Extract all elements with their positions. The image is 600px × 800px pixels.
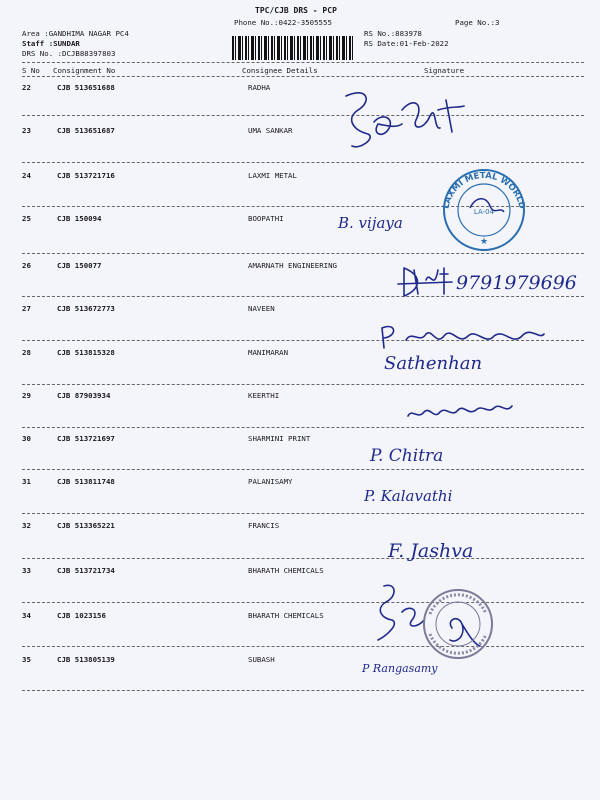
signature-scribble — [374, 117, 402, 134]
row-consignee: SHARMINI PRINT — [248, 434, 311, 443]
row-sno: 24 — [22, 171, 31, 180]
row-sno: 27 — [22, 304, 31, 313]
signature-scribble — [408, 406, 512, 416]
row-consignee: BHARATH CHEMICALS — [248, 611, 324, 620]
row-consignment: CJB 1023156 — [57, 611, 106, 620]
signature-row32: F. Jashva — [388, 540, 474, 562]
stamp-center: LA-04 — [473, 208, 495, 216]
signature-scribble — [382, 327, 544, 348]
row-sno: 33 — [22, 566, 31, 575]
signature-row25: B. vijaya — [338, 214, 403, 232]
company-stamp — [441, 170, 526, 250]
row-consignment: CJB 87903934 — [57, 391, 111, 400]
col-sno-header: S No — [22, 66, 40, 75]
row-consignment: CJB 513721716 — [57, 171, 115, 180]
col-consignee-header: Consignee Details — [242, 66, 318, 75]
row-consignment: CJB 513811748 — [57, 477, 115, 486]
row-sno: 34 — [22, 611, 31, 620]
row-consignee: NAVEEN — [248, 304, 275, 313]
row-sno: 25 — [22, 214, 31, 223]
signature-row28: Sathenhan — [384, 353, 483, 374]
signature-row30: P. Chitra — [370, 446, 444, 466]
row-consignment: CJB 513805139 — [57, 655, 115, 664]
company-stamp-2 — [424, 590, 492, 658]
row-consignment: CJB 513721697 — [57, 434, 115, 443]
row-sno: 26 — [22, 261, 31, 270]
col-signature-header: Signature — [424, 66, 465, 75]
row-consignment: CJB 513721734 — [57, 566, 115, 575]
row-sno: 35 — [22, 655, 31, 664]
row-consignment: CJB 513365221 — [57, 521, 115, 530]
row-consignment: CJB 513651688 — [57, 83, 115, 92]
row-consignment: CJB 513651687 — [57, 126, 115, 135]
row-consignee: FRANCIS — [248, 521, 280, 530]
row-consignee: BOOPATHI — [248, 214, 284, 223]
row-sno: 32 — [22, 521, 31, 530]
page-number: Page No.:3 — [455, 18, 500, 27]
signature-scribble — [346, 93, 370, 147]
row-sno: 29 — [22, 391, 31, 400]
phone-number: Phone No.:0422-3505555 — [234, 18, 332, 27]
area-label: Area :GANDHIMA NAGAR PC4 — [22, 29, 129, 38]
row-consignee: KEERTHI — [248, 391, 280, 400]
row-sno: 23 — [22, 126, 31, 135]
row-consignee: RADHA — [248, 83, 271, 92]
stamp-star: ★ — [479, 237, 489, 247]
signature-row26-phone: 9791979696 — [456, 272, 577, 294]
row-consignment: CJB 150094 — [57, 214, 102, 223]
rs-date: RS Date:01-Feb-2022 — [364, 39, 449, 48]
row-sno: 28 — [22, 348, 31, 357]
row-consignee: AMARNATH ENGINEERING — [248, 261, 337, 270]
row-consignment: CJB 513815328 — [57, 348, 115, 357]
row-consignee: PALANISAMY — [248, 477, 293, 486]
row-consignment: CJB 513672773 — [57, 304, 115, 313]
col-consignment-header: Consignment No — [53, 66, 116, 75]
row-consignee: LAXMI METAL — [248, 171, 297, 180]
signature-row35: P Rangasamy — [362, 662, 438, 675]
row-sno: 31 — [22, 477, 31, 486]
row-sno: 22 — [22, 83, 31, 92]
signature-scribble — [402, 608, 424, 626]
row-consignee: SUBASH — [248, 655, 275, 664]
signature-scribble — [438, 100, 464, 132]
row-consignee: UMA SANKAR — [248, 126, 293, 135]
signature-scribble — [450, 619, 480, 646]
document-title: TPC/CJB DRS - PCP — [255, 6, 337, 15]
signature-row31: P. Kalavathi — [364, 487, 453, 505]
drs-number: DRS No. :DCJB88397803 — [22, 49, 116, 58]
row-sno: 30 — [22, 434, 31, 443]
rs-number: RS No.:883978 — [364, 29, 422, 38]
stamp-text: LAXMI METAL WORLD — [441, 170, 527, 210]
staff-label: Staff :SUNDAR — [22, 39, 80, 48]
row-consignee: MANIMARAN — [248, 348, 289, 357]
row-consignee: BHARATH CHEMICALS — [248, 566, 324, 575]
signature-scribble — [378, 585, 394, 640]
signature-scribble — [402, 103, 440, 128]
row-consignment: CJB 150077 — [57, 261, 102, 270]
signature-scribble — [398, 268, 452, 296]
